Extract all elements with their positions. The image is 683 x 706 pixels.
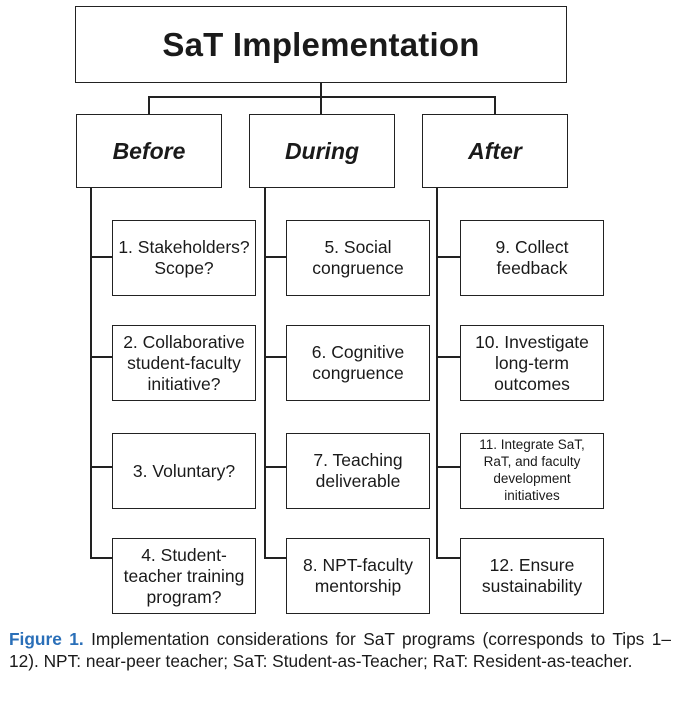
figure-label: Figure 1.	[9, 629, 84, 649]
step-1-label: 1. Stakeholders? Scope?	[118, 237, 250, 278]
before-spine	[90, 188, 92, 558]
step-9-label: 9. Collect feedback	[495, 237, 569, 278]
step-1-box	[112, 220, 256, 296]
after-branch-4	[436, 557, 460, 559]
during-branch-3	[264, 466, 286, 468]
before-branch-2	[90, 356, 112, 358]
after-branch-3	[436, 466, 460, 468]
step-7-box	[286, 433, 430, 509]
phase-during-label: During	[284, 137, 360, 164]
step-10-label: 10. Investigate long-term outcomes	[475, 331, 589, 394]
after-branch-2	[436, 356, 460, 358]
during-branch-2	[264, 356, 286, 358]
step-2-label: 2. Collaborative student-faculty initiative?	[123, 331, 245, 394]
before-branch-3	[90, 466, 112, 468]
step-11-box	[460, 433, 604, 509]
step-8-box	[286, 538, 430, 614]
step-3-label: 3. Voluntary?	[132, 460, 236, 481]
step-12-box	[460, 538, 604, 614]
during-branch-4	[264, 557, 286, 559]
step-5-box	[286, 220, 430, 296]
step-6-box	[286, 325, 430, 401]
step-2-box	[112, 325, 256, 401]
before-branch-1	[90, 256, 112, 258]
step-3-box	[112, 433, 256, 509]
phase-before-label: Before	[112, 137, 186, 164]
step-4-label: 4. Student-teacher training program?	[123, 544, 245, 607]
after-drop-connector	[494, 96, 496, 114]
after-spine	[436, 188, 438, 558]
step-5-label: 5. Social congruence	[312, 237, 404, 278]
after-branch-1	[436, 256, 460, 258]
phase-during-box	[249, 114, 395, 188]
before-drop-connector	[148, 96, 150, 114]
title-box	[75, 6, 567, 83]
during-branch-1	[264, 256, 286, 258]
phase-after-box	[422, 114, 568, 188]
step-9-box	[460, 220, 604, 296]
title-trunk-connector	[320, 83, 322, 114]
figure-caption	[9, 628, 671, 672]
before-branch-4	[90, 557, 112, 559]
step-7-label: 7. Teaching deliverable	[313, 450, 403, 491]
step-12-label: 12. Ensure sustainability	[481, 555, 583, 596]
during-spine	[264, 188, 266, 558]
step-6-label: 6. Cognitive congruence	[311, 342, 405, 383]
caption-text: Implementation considerations for SaT programs (corresponds to Tips 1–12). NPT: near-peer teacher; SaT: Student-as-Teacher; RaT: Resident-as-teacher.	[9, 629, 671, 672]
phase-before-box	[76, 114, 222, 188]
diagram-title: SaT Implementation	[162, 25, 480, 63]
phase-after-label: After	[468, 137, 522, 164]
step-8-label: 8. NPT-faculty mentorship	[303, 555, 413, 596]
step-4-box	[112, 538, 256, 614]
step-11-label: 11. Integrate SaT, RaT, and faculty development initiatives	[479, 437, 585, 503]
phase-bus-connector	[148, 96, 496, 98]
step-10-box	[460, 325, 604, 401]
